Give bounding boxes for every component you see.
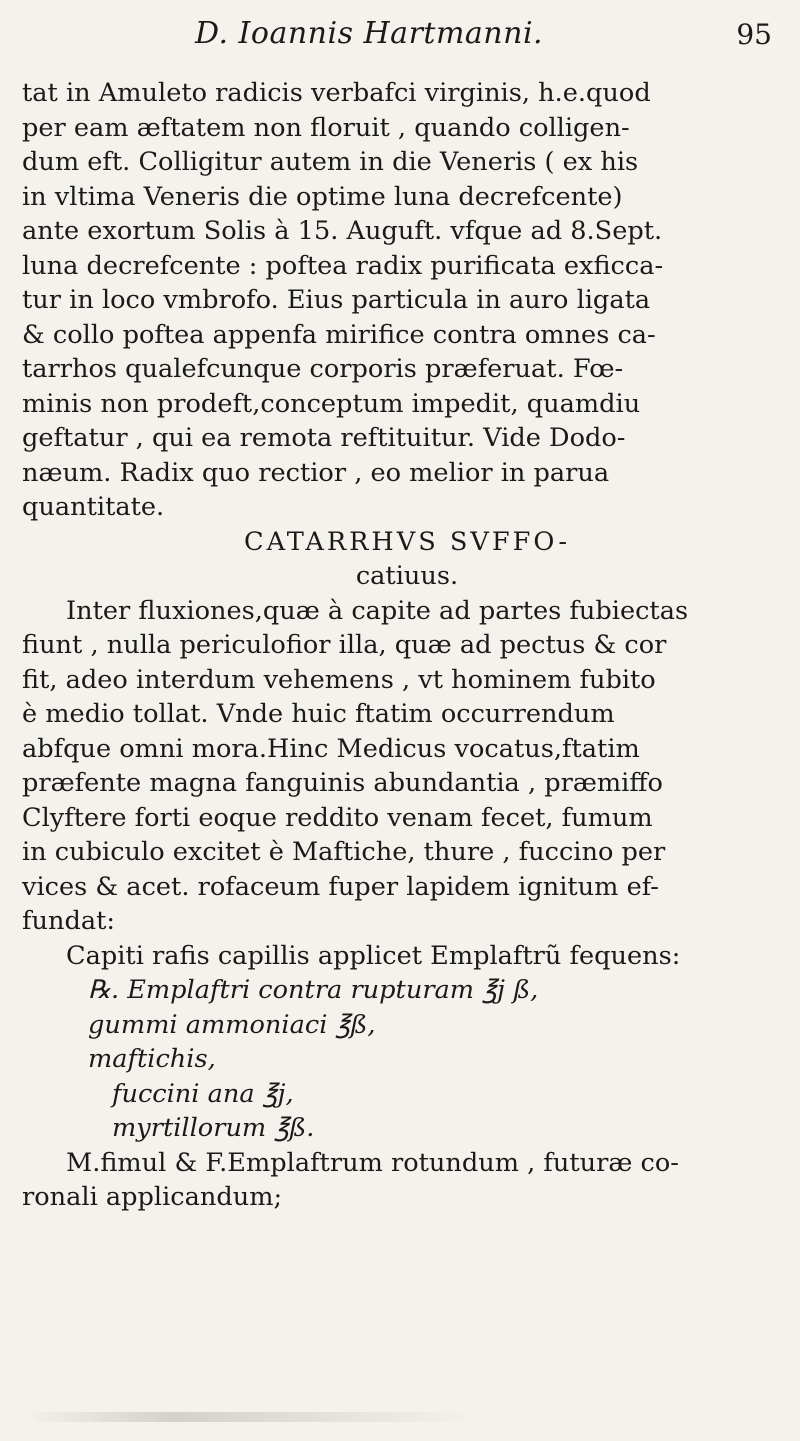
- text-line: luna decrefcente : poftea radix purificata exficca-: [22, 250, 664, 281]
- page-number: 95: [736, 18, 772, 51]
- text-line: Inter fluxiones,quæ à capite ad partes fubiectas: [66, 595, 689, 626]
- text-line: & collo poftea appenfa mirifice contra omnes ca-: [22, 319, 656, 350]
- text-line: fundat:: [22, 906, 115, 936]
- running-head: [0, 14, 800, 58]
- print-smudge: [22, 1412, 782, 1422]
- recipe-line: ℞. Emplaftri contra rupturam ℥j ß,: [88, 975, 539, 1005]
- recipe-line: myrtillorum ℥ß.: [112, 1113, 315, 1143]
- text-line: tur in loco vmbrofo. Eius particula in auro ligata: [22, 285, 651, 315]
- text-line: næum. Radix quo rectior , eo melior in parua: [22, 457, 610, 488]
- text-line: abfque omni mora.Hinc Medicus vocatus,ftatim: [22, 733, 640, 764]
- section-heading: CATARRHVS SVFFO-: [244, 526, 570, 557]
- recipe-line: fuccini ana ℥j,: [112, 1078, 294, 1109]
- text-line: minis non prodeft,conceptum impedit, quamdiu: [22, 388, 641, 419]
- text-line: vices & acet. rofaceum fuper lapidem ignitum ef-: [22, 871, 659, 902]
- text-line: quantitate.: [22, 492, 165, 522]
- text-line: tat in Amuleto radicis verbafci virginis, h.e.quod: [22, 78, 651, 108]
- text-line: ante exortum Solis à 15. Auguft. vfque ad 8.Sept.: [22, 216, 663, 246]
- text-line: per eam æftatem non floruit , quando colligen-: [22, 112, 630, 143]
- recipe-line: gummi ammoniaci ℥ß,: [88, 1009, 376, 1040]
- text-line: geftatur , qui ea remota reftituitur. Vide Dodo-: [22, 423, 626, 453]
- text-line: dum eft. Colligitur autem in die Veneris ( ex his: [22, 147, 639, 177]
- section-heading-subtitle: catiuus.: [355, 561, 459, 591]
- recipe-line: maftichis,: [88, 1044, 216, 1074]
- running-head-title: D. Ioannis Hartmanni.: [195, 16, 544, 51]
- text-line: Clyftere forti eoque reddito venam fecet, fumum: [22, 802, 653, 833]
- text-line: Capiti rafis capillis applicet Emplaftrũ fequens:: [66, 940, 681, 971]
- text-line: fiunt , nulla periculofior illa, quæ ad pectus & cor: [22, 630, 667, 660]
- text-line: M.fimul & F.Emplaftrum rotundum , futuræ co-: [66, 1147, 679, 1178]
- text-line: in cubiculo excitet è Maftiche, thure , fuccino per: [22, 837, 666, 867]
- text-line: ronali applicandum;: [22, 1182, 283, 1212]
- text-line: fit, adeo interdum vehemens , vt hominem fubito: [22, 664, 656, 695]
- text-line: in vltima Veneris die optime luna decrefcente): [22, 181, 623, 212]
- text-line: præfente magna fanguinis abundantia , præmiffo: [22, 768, 663, 798]
- body-text: [22, 76, 792, 1215]
- text-line: tarrhos qualefcunque corporis præferuat. Fœ-: [22, 354, 624, 384]
- text-line: è medio tollat. Vnde huic ftatim occurrendum: [22, 699, 615, 729]
